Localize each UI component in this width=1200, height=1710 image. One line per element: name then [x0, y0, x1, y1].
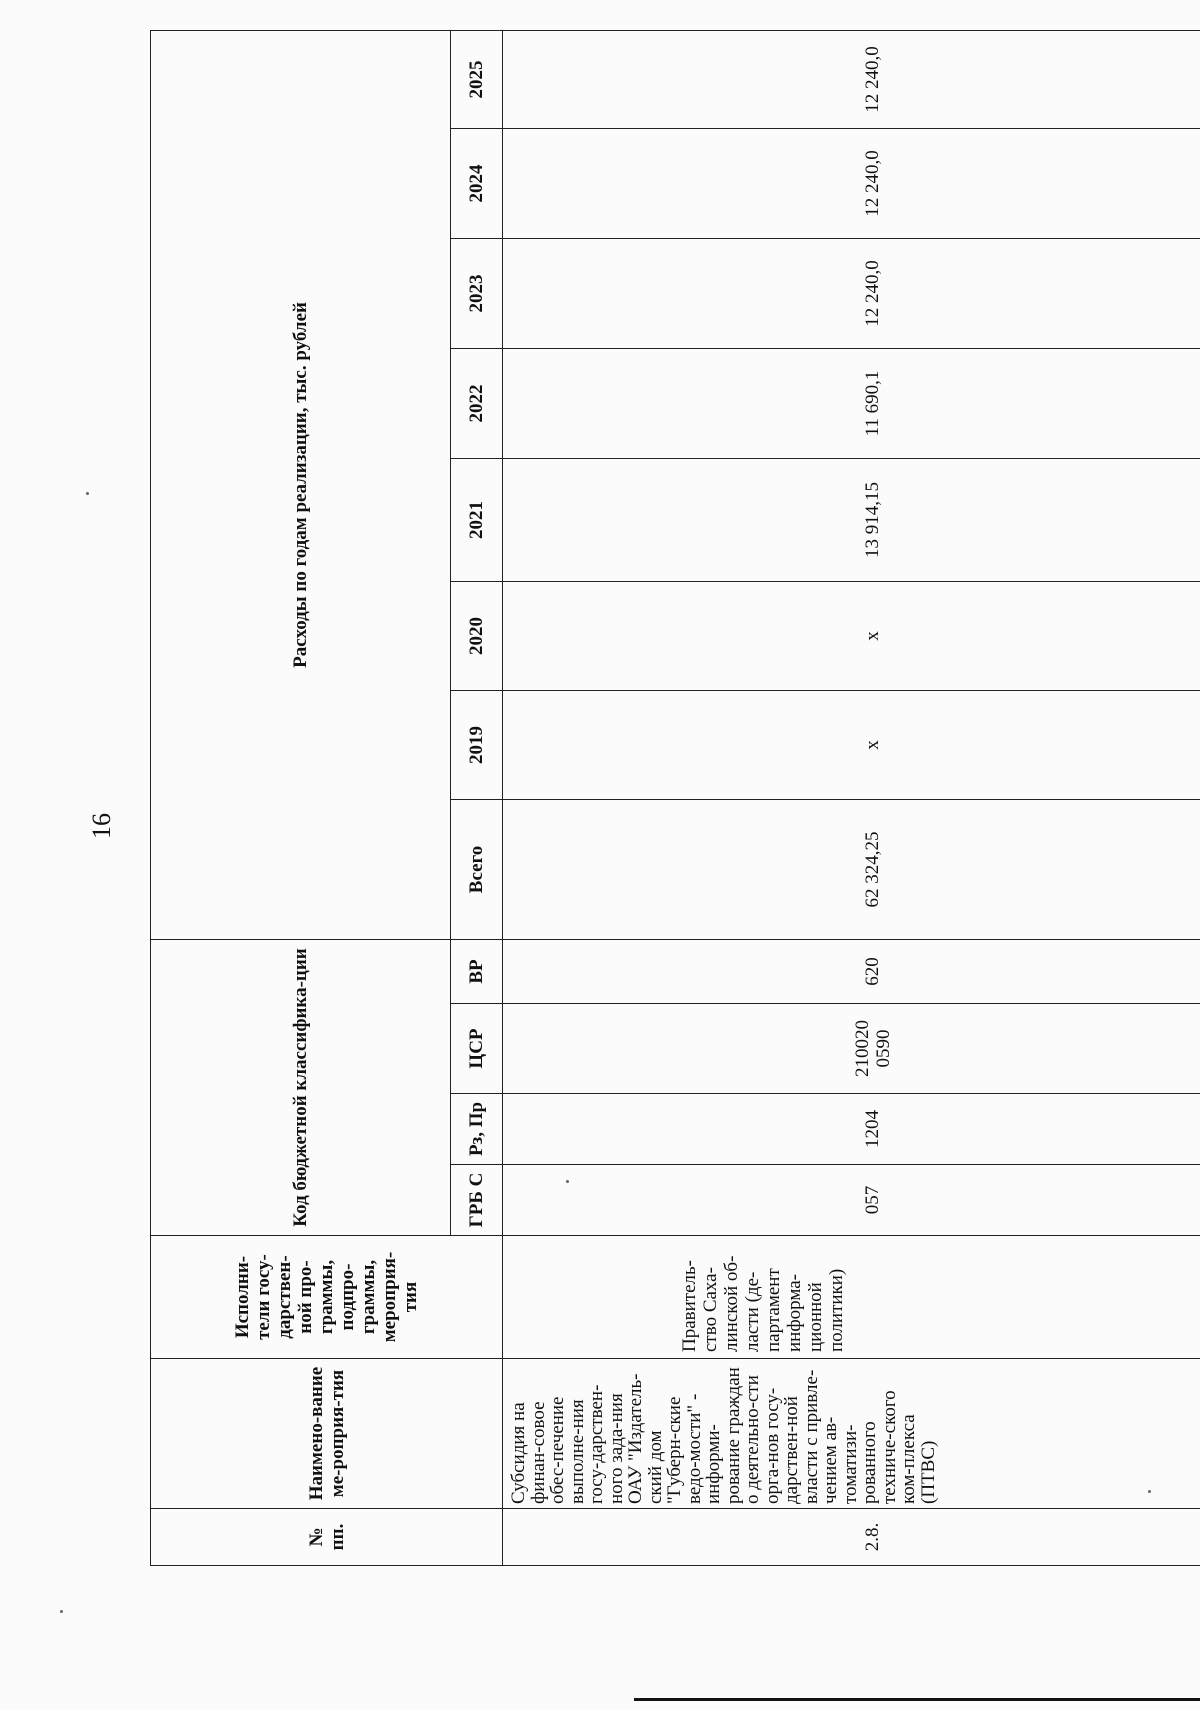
header-year-2022: 2022	[451, 348, 503, 458]
cell-rzpr: 1204	[503, 1094, 1200, 1165]
cell-executor: Правитель-ство Саха-линской об-ласти (де-партамент информа-ционной политики)	[503, 1236, 1200, 1359]
header-year-2019: 2019	[451, 690, 503, 799]
header-total: Всего	[451, 799, 503, 939]
header-num: № пп.	[151, 1509, 503, 1566]
cell-2022: 11 690,1	[503, 348, 1200, 458]
cell-2023: 12 240,0	[503, 238, 1200, 348]
header-name: Наимено-вание ме-роприя-тия	[151, 1359, 503, 1509]
expenses-table	[150, 30, 1200, 1566]
cell-total: 62 324,25	[503, 799, 1200, 939]
rotated-table-container	[150, 31, 1065, 1566]
cell-2020: x	[503, 581, 1200, 690]
header-year-2025: 2025	[451, 30, 503, 128]
scan-speck	[1148, 1490, 1151, 1493]
cell-vr: 620	[503, 939, 1200, 1003]
table-row	[503, 30, 1200, 1565]
header-executors: Исполни-тели госу-дарствен-ной про-граммы, подпро-граммы, мероприя-тия	[151, 1236, 503, 1359]
bottom-rule	[634, 1698, 1200, 1701]
header-csr: ЦСР	[451, 1004, 503, 1094]
scan-speck	[86, 492, 89, 495]
cell-2019: x	[503, 690, 1200, 799]
header-expenses: Расходы по годам реализации, тыс. рублей	[151, 30, 451, 939]
header-grbs: ГРБ С	[451, 1165, 503, 1236]
header-rzpr: Рз, Пр	[451, 1094, 503, 1165]
header-year-2020: 2020	[451, 581, 503, 690]
cell-2021: 13 914,15	[503, 458, 1200, 581]
cell-2024: 12 240,0	[503, 128, 1200, 238]
cell-2025: 12 240,0	[503, 30, 1200, 128]
scan-speck	[566, 1180, 569, 1183]
cell-name: Субсидия на финан-совое обес-печение выполне-ния госу-дарствен-ного зада-ния ОАУ "Издатель-ский дом "Губерн-ские ведо-мости" - информи-рование граждан о деятельно-сти орга-нов госу-дарствен-ной власти с привле-чением ав-томатизи-рованного техниче-ского ком-плекса (ПТВС)	[503, 1359, 1200, 1509]
cell-num: 2.8.	[503, 1509, 1200, 1566]
header-vr: ВР	[451, 939, 503, 1003]
page-number: 16	[87, 813, 116, 839]
cell-csr: 210020 0590	[503, 1004, 1200, 1094]
header-year-2023: 2023	[451, 238, 503, 348]
header-year-2024: 2024	[451, 128, 503, 238]
cell-grbs: 057	[503, 1165, 1200, 1236]
header-budget-code: Код бюджетной классифика-ции	[151, 939, 451, 1235]
header-year-2021: 2021	[451, 458, 503, 581]
scan-speck	[60, 1610, 63, 1613]
